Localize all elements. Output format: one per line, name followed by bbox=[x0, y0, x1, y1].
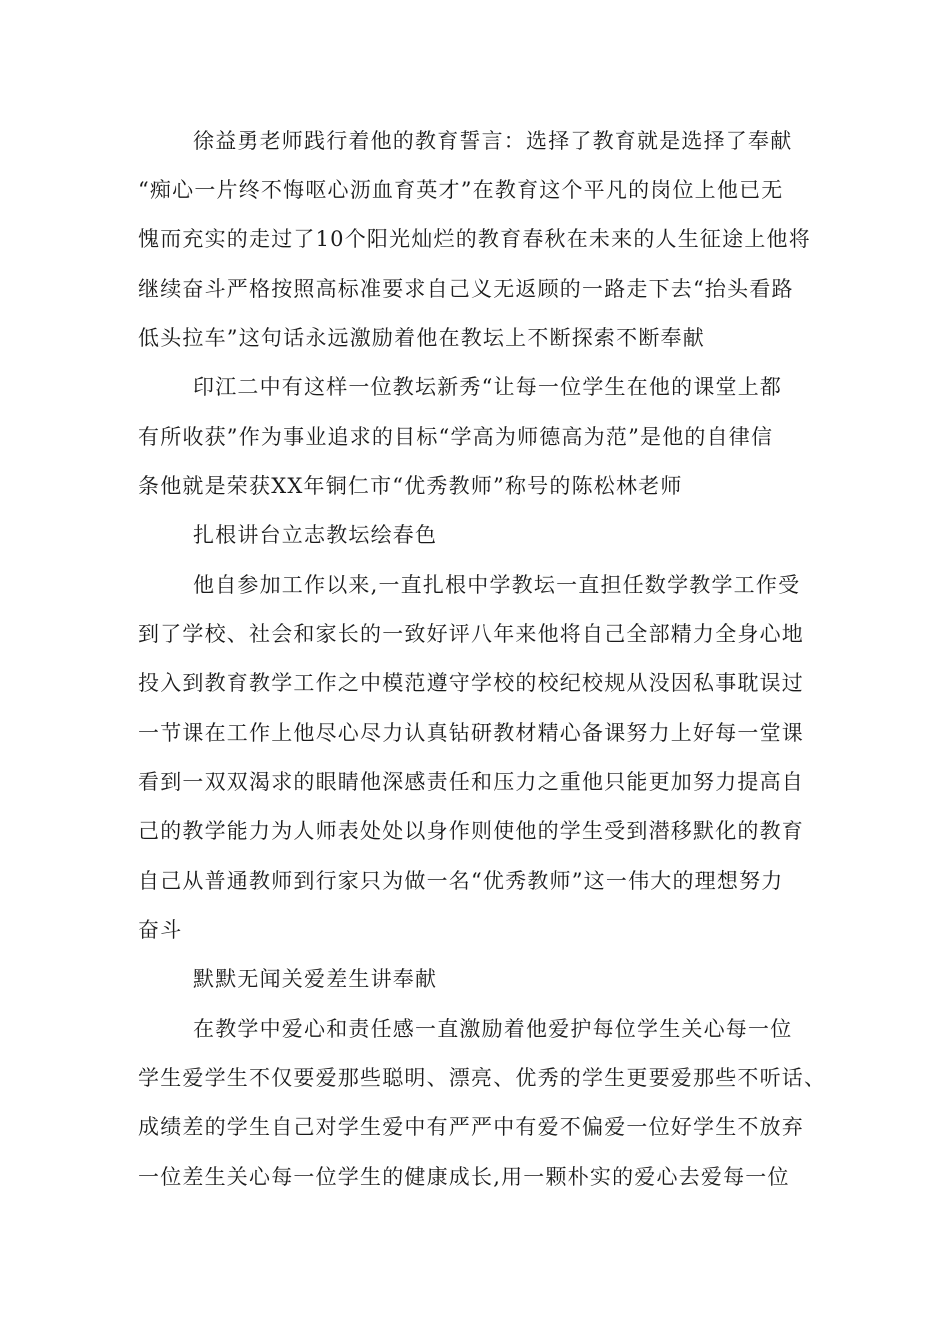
text-line: 奋斗 bbox=[138, 918, 183, 942]
text-line: 一节课在工作上他尽心尽力认真钻研教材精心备课努力上好每一堂课 bbox=[138, 721, 804, 745]
text-line: 徐益勇老师践行着他的教育誓言：选择了教育就是选择了奉献 bbox=[193, 129, 793, 153]
text-line: 愧而充实的走过了10个阳光灿烂的教育春秋在未来的人生征途上他将 bbox=[138, 227, 811, 251]
text-line: 继续奋斗严格按照高标准要求自己义无返顾的一路走下去“抬头看路 bbox=[138, 277, 794, 301]
text-line: 有所收获”作为事业追求的目标“学高为师德高为范”是他的自律信 bbox=[138, 425, 774, 449]
section-heading: 默默无闻关爱差生讲奉献 bbox=[193, 967, 438, 991]
text-line: 学生爱学生不仅要爱那些聪明、漂亮、优秀的学生更要爱那些不听话、 bbox=[138, 1066, 827, 1090]
text-line: 条他就是荣获XX年铜仁市“优秀教师”称号的陈松林老师 bbox=[138, 474, 683, 498]
text-line: 投入到教育教学工作之中模范遵守学校的校纪校规从没因私事耽误过 bbox=[138, 671, 804, 695]
text-line: 在教学中爱心和责任感一直激励着他爱护每位学生关心每一位 bbox=[193, 1017, 793, 1041]
text-line: 印江二中有这样一位教坛新秀“让每一位学生在他的课堂上都 bbox=[193, 375, 783, 399]
text-line: 自己从普通教师到行家只为做一名“优秀教师”这一伟大的理想努力 bbox=[138, 869, 784, 893]
text-line: 己的教学能力为人师表处处以身作则使他的学生受到潜移默化的教育 bbox=[138, 819, 804, 843]
text-line: 他自参加工作以来,一直扎根中学教坛一直担任数学教学工作受 bbox=[193, 573, 801, 597]
section-heading: 扎根讲台立志教坛绘春色 bbox=[193, 523, 438, 547]
text-line: 低头拉车”这句话永远激励着他在教坛上不断探索不断奉献 bbox=[138, 326, 705, 350]
text-line: 成绩差的学生自己对学生爱中有严严中有爱不偏爱一位好学生不放弃 bbox=[138, 1115, 804, 1139]
text-line: 到了学校、社会和家长的一致好评八年来他将自己全部精力全身心地 bbox=[138, 622, 804, 646]
text-line: 一位差生关心每一位学生的健康成长,用一颗朴实的爱心去爱每一位 bbox=[138, 1165, 790, 1189]
text-line: “痴心一片终不悔呕心沥血育英才”在教育这个平凡的岗位上他已无 bbox=[138, 178, 784, 202]
text-line: 看到一双双渴求的眼睛他深感责任和压力之重他只能更加努力提高自 bbox=[138, 770, 804, 794]
